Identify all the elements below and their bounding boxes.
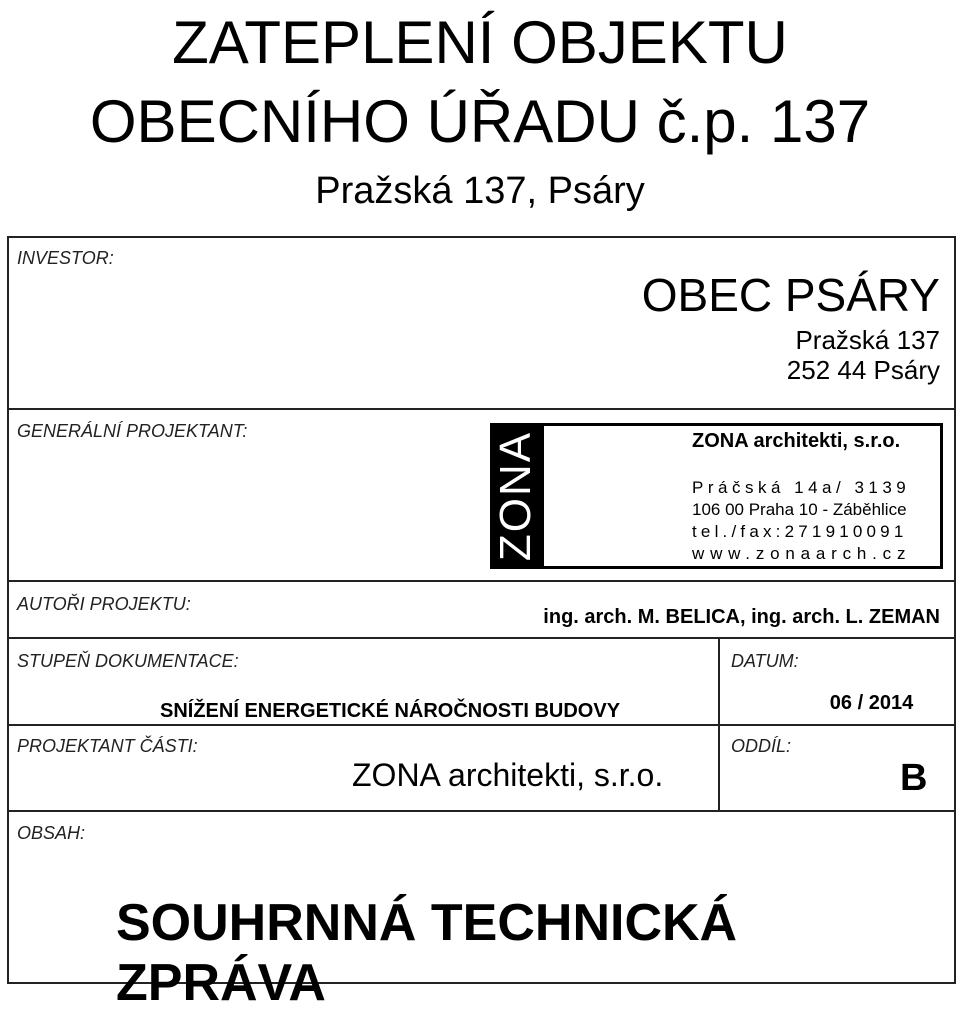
project-title-line2: OBECNÍHO ÚŘADU č.p. 137	[89, 88, 871, 155]
column-divider-date	[718, 637, 720, 812]
general-designer-label: GENERÁLNÍ PROJEKTANT:	[17, 421, 248, 441]
row-divider-stage	[9, 724, 954, 726]
row-divider-designer	[9, 580, 954, 582]
part-designer-label: PROJEKTANT ČÁSTI:	[17, 736, 198, 756]
designer-phone: tel./fax:271910091	[692, 522, 908, 541]
zona-logo-text: ZONA	[491, 430, 540, 562]
investor-name: OBEC PSÁRY	[641, 269, 940, 321]
project-address: Pražská 137, Psáry	[315, 170, 645, 212]
designer-company-name: ZONA architekti, s.r.o.	[692, 430, 901, 452]
designer-website: www.zonaarch.cz	[692, 544, 912, 563]
content-value: SOUHRNNÁ TECHNICKÁ ZPRÁVA	[116, 894, 738, 1012]
authors-label: AUTOŘI PROJEKTU:	[17, 594, 191, 614]
date-value: 06 / 2014	[829, 692, 914, 714]
zona-logo	[490, 423, 542, 569]
row-divider-authors	[9, 637, 954, 639]
documentation-stage-label: STUPEŇ DOKUMENTACE:	[17, 651, 239, 671]
content-label: OBSAH:	[17, 823, 86, 843]
investor-address-line1: Pražská 137	[795, 325, 940, 355]
investor-address-line2: 252 44 Psáry	[786, 355, 940, 385]
designer-city: 106 00 Praha 10 - Záběhlice	[692, 500, 907, 519]
row-divider-part	[9, 810, 954, 812]
designer-street: Práčská 14a/ 3139	[692, 478, 911, 497]
section-label: ODDÍL:	[731, 736, 792, 756]
investor-label: INVESTOR:	[17, 248, 114, 268]
authors-value: ing. arch. M. BELICA, ing. arch. L. ZEMAN	[543, 606, 940, 628]
part-designer-value: ZONA architekti, s.r.o.	[352, 757, 664, 793]
row-divider-investor	[9, 408, 954, 410]
project-title-line1: ZATEPLENÍ OBJEKTU	[172, 9, 788, 76]
date-label: DATUM:	[731, 651, 799, 671]
documentation-stage-value: SNÍŽENÍ ENERGETICKÉ NÁROČNOSTI BUDOVY	[160, 700, 621, 722]
section-value: B	[900, 757, 928, 799]
